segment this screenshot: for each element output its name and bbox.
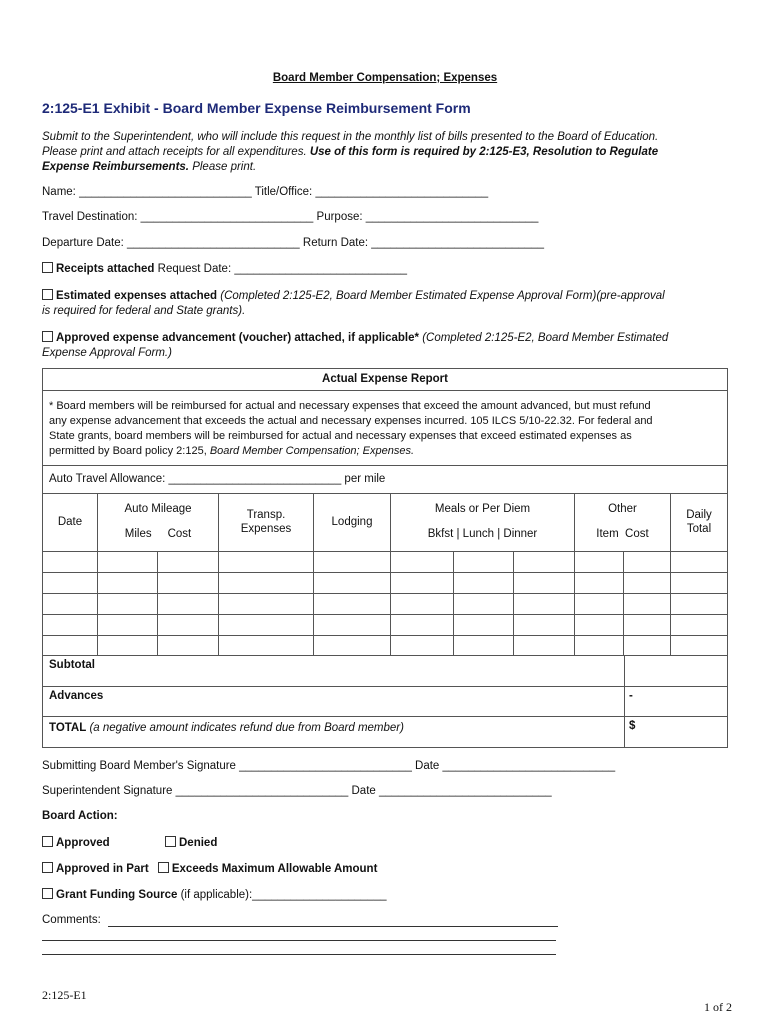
advances-label: Advances: [49, 690, 104, 702]
col-daily: Daily: [686, 509, 712, 521]
note-line-4b: Board Member Compensation; Expenses.: [209, 445, 415, 457]
form-title: 2:125-E1 Exhibit - Board Member Expense Reimbursement Form: [42, 100, 471, 116]
board-action-title: Board Action:: [42, 810, 118, 822]
title-divider: [43, 390, 727, 391]
comments-line-3[interactable]: [42, 954, 556, 955]
expense-report-box: [42, 368, 728, 748]
receipts-checkbox[interactable]: [42, 262, 53, 273]
report-note: [49, 399, 719, 459]
grid-line: [313, 493, 314, 655]
footer-code: 2:125-E1: [42, 988, 87, 1002]
approved-part-checkbox[interactable]: [42, 862, 53, 873]
document-header: Board Member Compensation; Expenses: [272, 72, 498, 84]
col-other-sub: Item Cost: [596, 528, 649, 540]
comments-label: Comments:: [42, 914, 101, 926]
denied-checkbox[interactable]: [165, 836, 176, 847]
total-note: (a negative amount indicates refund due from Board member): [86, 722, 404, 734]
grid-line: [43, 635, 727, 636]
intro-line-3a: Expense Reimbursements.: [42, 161, 190, 173]
intro-line-3b: Please print.: [189, 161, 257, 173]
auto-travel-allowance-field[interactable]: Auto Travel Allowance: ___________________________ per mile: [49, 473, 386, 485]
grant-field[interactable]: (if applicable):_____________________: [177, 889, 387, 901]
intro-line-2a: Please print and attach receipts for all expenditures.: [42, 146, 310, 158]
request-date-field[interactable]: Request Date: ___________________________: [154, 263, 408, 275]
exceeds-label: Exceeds Maximum Allowable Amount: [171, 863, 378, 875]
col-date: Date: [57, 516, 83, 528]
travel-purpose-field[interactable]: Travel Destination: ___________________________ Purpose: ___________________________: [42, 211, 539, 223]
denied-label: Denied: [179, 837, 218, 849]
grid-line: [43, 551, 727, 552]
grid-line: [97, 493, 98, 655]
intro-line-1: Submit to the Superintendent, who will include this request in the monthly list of bills presented to the Board of Education.: [42, 131, 659, 143]
approved-advancement-note-line2: Expense Approval Form.): [42, 347, 172, 359]
comments-line-1[interactable]: [108, 926, 558, 927]
subtotal-label: Subtotal: [49, 659, 95, 671]
grid-line: [623, 551, 624, 655]
col-other: Other: [608, 503, 637, 515]
grid-line: [453, 551, 454, 655]
receipts-option: [42, 262, 732, 277]
grid-line: [574, 493, 575, 655]
col-transp: Transp.: [246, 509, 286, 521]
grant-funding-row: [42, 888, 387, 901]
approved-advancement-label: Approved expense advancement (voucher) attached, if applicable*: [56, 332, 419, 344]
grid-line: [670, 493, 671, 655]
estimated-option: [42, 289, 732, 319]
col-transp-expenses: Expenses: [240, 523, 292, 535]
approved-option-row: [42, 836, 110, 849]
estimated-note: (Completed 2:125-E2, Board Member Estimated Expense Approval Form)(pre-approval: [217, 290, 665, 302]
intro-text: [42, 130, 732, 175]
total-value: $: [629, 720, 636, 732]
member-signature-field[interactable]: Submitting Board Member's Signature ___________________________ Date ___________________________: [42, 760, 616, 772]
note-line-1: * Board members will be reimbursed for actual and necessary expenses that exceed the amount advanced, but must refund: [49, 400, 651, 412]
page-number: 1 of 2: [704, 1000, 732, 1014]
grid-line: [624, 655, 625, 747]
exceeds-checkbox[interactable]: [158, 862, 169, 873]
grid-line: [43, 572, 727, 573]
approved-part-label: Approved in Part: [56, 863, 149, 875]
col-daily-total: Total: [686, 523, 712, 535]
approved-advancement-note: (Completed 2:125-E2, Board Member Estimated: [419, 332, 669, 344]
approved-option: [42, 331, 732, 361]
grid-line: [43, 614, 727, 615]
estimated-note-line2: is required for federal and State grants).: [42, 305, 246, 317]
col-lodging: Lodging: [331, 516, 373, 528]
col-auto-mileage: Auto Mileage: [124, 503, 192, 515]
advances-value: -: [629, 690, 633, 702]
report-title: Actual Expense Report: [322, 373, 448, 385]
note-divider: [43, 465, 727, 466]
denied-option-row: [165, 836, 217, 849]
superintendent-signature-field[interactable]: Superintendent Signature ___________________________ Date ___________________________: [42, 785, 552, 797]
grant-label: Grant Funding Source: [56, 889, 178, 901]
receipts-label: Receipts attached: [56, 263, 155, 275]
allowance-divider: [43, 493, 727, 494]
departure-return-field[interactable]: Departure Date: ___________________________ Return Date: ___________________________: [42, 237, 544, 249]
approved-part-row: [42, 862, 377, 875]
estimated-label: Estimated expenses attached: [56, 290, 218, 302]
note-line-4a: permitted by Board policy 2:125,: [49, 445, 210, 457]
col-meals: Meals or Per Diem: [434, 503, 531, 515]
estimated-checkbox[interactable]: [42, 289, 53, 300]
comments-line-2[interactable]: [42, 940, 556, 941]
approved-label: Approved: [56, 837, 110, 849]
total-bold: TOTAL: [49, 722, 87, 734]
note-line-2: any expense advancement that exceeds the actual and necessary expenses incurred. 105 ILCS 5/10-22.32. For federal and: [49, 415, 653, 427]
total-label: [49, 721, 404, 735]
intro-line-2b: Use of this form is required by 2:125-E3, Resolution to Regulate: [309, 146, 659, 158]
name-title-field[interactable]: Name: ___________________________ Title/Office: ___________________________: [42, 186, 489, 198]
grid-line: [43, 593, 727, 594]
approved-checkbox[interactable]: [42, 836, 53, 847]
grid-line: [157, 551, 158, 655]
grid-line: [218, 493, 219, 655]
col-miles-cost: Miles Cost: [124, 528, 192, 540]
note-line-3: State grants, board members will be reimbursed for actual and necessary expenses that exceed estimated expenses as: [49, 430, 632, 442]
grant-checkbox[interactable]: [42, 888, 53, 899]
col-meals-sub: Bkfst | Lunch | Dinner: [427, 528, 538, 540]
grid-line: [513, 551, 514, 655]
grid-line: [390, 493, 391, 655]
approved-advancement-checkbox[interactable]: [42, 331, 53, 342]
